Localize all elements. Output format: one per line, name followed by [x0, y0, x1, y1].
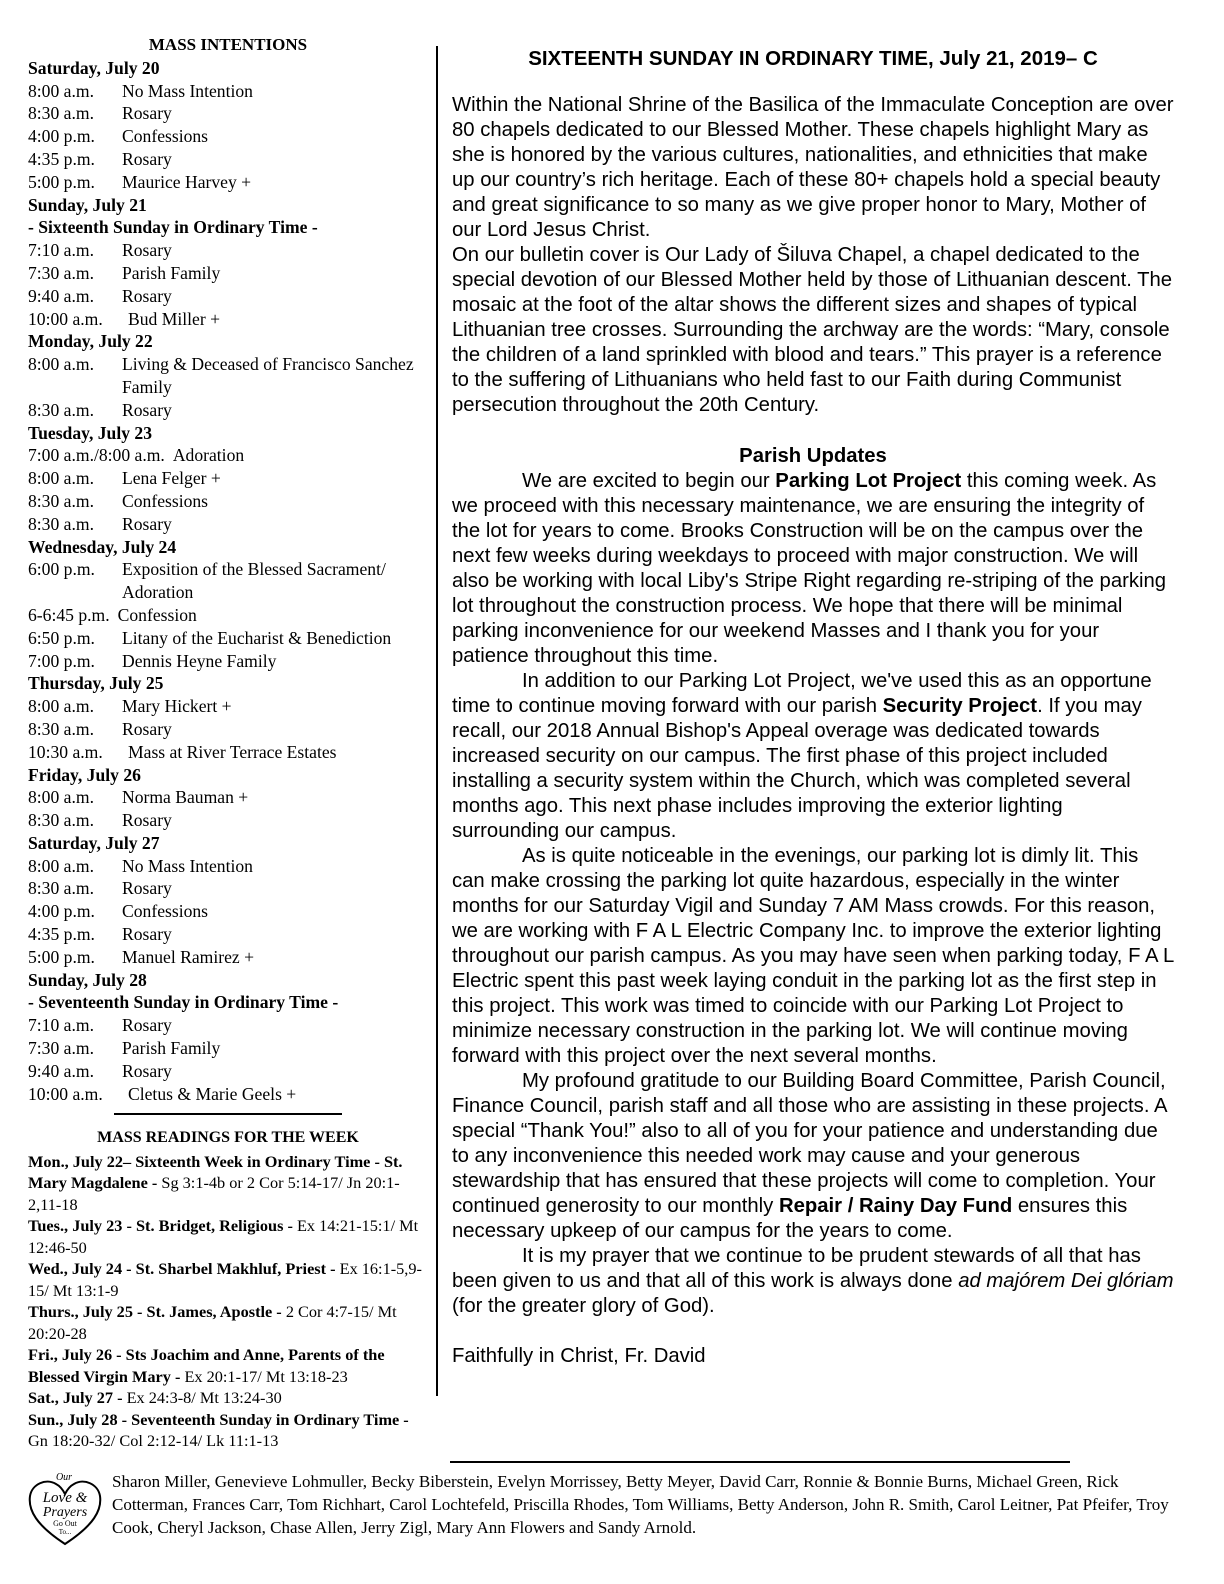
- intention-entry: [28, 513, 428, 536]
- mass-readings-list: [28, 1151, 428, 1452]
- day-heading: Sunday, July 28: [28, 969, 147, 990]
- intention-desc: Dennis Heyne Family: [122, 650, 277, 671]
- intention-desc: Rosary: [122, 103, 172, 124]
- paragraph-security: In addition to our Parking Lot Project, we've used this as an opportune time to continue moving forward with our parish Security Project. If you may recall, our 2018 Annual Bishop's Appeal overage was dedicated towards increased security on our campus. The first phase of this project included installing a security system within the Church, which was completed several months ago. This next phase includes improving the exterior lighting surrounding our campus.: [452, 670, 1152, 842]
- intention-time: 7:10 a.m.: [28, 1015, 94, 1036]
- intention-desc: Rosary: [122, 924, 172, 945]
- intention-entry: [28, 855, 428, 878]
- intention-time: 6-6:45 p.m.: [28, 604, 110, 625]
- intention-time: 4:00 p.m.: [28, 126, 95, 147]
- day-heading: Wednesday, July 24: [28, 536, 177, 557]
- intention-desc: Exposition of the Blessed Sacrament/ Adoration: [122, 559, 386, 603]
- intention-time: 7:00 p.m.: [28, 650, 95, 671]
- day-subheading: - Sixteenth Sunday in Ordinary Time -: [28, 217, 318, 238]
- love-and-prayers-logo: [26, 1470, 104, 1550]
- reading-item: [28, 1301, 428, 1344]
- intention-time: 8:30 a.m.: [28, 103, 94, 124]
- day-heading: Sunday, July 21: [28, 194, 147, 215]
- prayer-names: Sharon Miller, Genevieve Lohmuller, Becky Biberstein, Evelyn Morrissey, Betty Meyer, David Carr, Ronnie & Bonnie Burns, Michael Green, Rick Cotterman, Frances Carr, Tom Richhart, Carol Lochtefeld, Priscilla Rhodes, Tom Williams, Betty Anderson, John R. Smith, Carol Leitner, Pat Pfeifer, Troy Cook, Cheryl Jackson, Chase Allen, Jerry Zigl, Mary Ann Flowers and Sandy Arnold.: [112, 1472, 1169, 1537]
- paragraph-prayer: It is my prayer that we continue to be prudent stewards of all that has been given to us and that all of this work is always done ad majórem Dei glóriam (for the greater glory of God).: [452, 1245, 1174, 1317]
- article-column: [452, 46, 1174, 1369]
- intention-entry: [28, 1060, 428, 1083]
- bottom-divider: [450, 1461, 1070, 1463]
- intention-time: 8:00 a.m.: [28, 468, 94, 489]
- intention-time: 8:30 a.m.: [28, 399, 94, 420]
- intention-entry: [28, 125, 428, 148]
- intention-desc: No Mass Intention: [122, 855, 253, 876]
- day-subheading: - Seventeenth Sunday in Ordinary Time -: [28, 992, 339, 1013]
- intention-time: 8:00 a.m.: [28, 354, 94, 375]
- prayer-list: [26, 1470, 1176, 1550]
- intention-time: 8:30 a.m.: [28, 810, 94, 831]
- intention-entry: [28, 262, 428, 285]
- reading-citation: Ex 14:21-15:1/ Mt 12:46-50: [28, 1216, 419, 1257]
- intention-entry: [28, 308, 428, 331]
- logo-text: Go Out: [53, 1519, 77, 1528]
- reading-citation: Sg 3:1-4b or 2 Cor 5:14-17/ Jn 20:1-2,11-18: [28, 1173, 400, 1214]
- intention-time: 5:00 p.m.: [28, 946, 95, 967]
- mass-intentions-heading: MASS INTENTIONS: [148, 35, 308, 54]
- logo-text: Prayers: [42, 1505, 88, 1520]
- intention-entry: [28, 467, 428, 490]
- reading-citation: Ex 16:1-5,9-15/ Mt 13:1-9: [28, 1259, 422, 1300]
- reading-day: Thurs., July 25 - St. James, Apostle -: [28, 1302, 286, 1322]
- intention-time: 8:00 a.m.: [28, 696, 94, 717]
- intention-time: 9:40 a.m.: [28, 285, 94, 306]
- reading-day: Fri., July 26 - Sts Joachim and Anne, Parents of the Blessed Virgin Mary -: [28, 1345, 385, 1386]
- intention-time: 10:30 a.m.: [28, 741, 103, 762]
- reading-day: Mon., July 22– Sixteenth Week in Ordinary Time - St. Mary Magdalene -: [28, 1151, 403, 1193]
- intention-desc: Rosary: [122, 1015, 172, 1036]
- intention-desc: Living & Deceased of Francisco Sanchez Family: [122, 354, 414, 397]
- intention-entry: [28, 239, 428, 262]
- paragraph-lighting: As is quite noticeable in the evenings, our parking lot is dimly lit. This can make crossing the parking lot quite hazardous, especially in the winter months for our Saturday Vigil and Sunday 7 AM Mass crowds. For this reason, we are working with F A L Electric Company Inc. to improve the exterior lighting throughout our parish campus. As you may have seen when parking today, F A L Electric spent this past week laying conduit in the parking lot as the first step in this project. This work was timed to coincide with our Parking Lot Project to minimize necessary construction in the parking lot. We will continue moving forward with this project over the next several months.: [452, 845, 1174, 1067]
- intention-time: 10:00 a.m.: [28, 308, 103, 329]
- intention-time: 4:00 p.m.: [28, 901, 95, 922]
- intention-entry: [28, 353, 428, 399]
- intention-time: 10:00 a.m.: [28, 1083, 103, 1104]
- reading-item: [28, 1258, 428, 1301]
- intention-time: 5:00 p.m.: [28, 171, 95, 192]
- intention-desc: Confession: [117, 604, 197, 625]
- mass-intentions-list: [28, 57, 428, 1106]
- reading-day: Sun., July 28 - Seventeenth Sunday in Ordinary Time -: [28, 1409, 409, 1429]
- intention-entry: [28, 627, 428, 650]
- article-intro-cover: On our bulletin cover is Our Lady of Šiluva Chapel, a chapel dedicated to the special devotion of our Blessed Mother held by those of Lithuanian descent. The mosaic at the foot of the altar shows the different sizes and shapes of typical Lithuanian tree crosses. Surrounding the archway are the words: “Mary, console the children of a land sprinkled with blood and tears.” This prayer is a reference to the suffering of Lithuanians who held fast to our Faith during Communist persecution throughout the 20th Century.: [452, 244, 1173, 416]
- reading-citation: Ex 20:1-17/ Mt 13:18-23: [184, 1366, 348, 1386]
- intention-entry: [28, 80, 428, 103]
- reading-day: Wed., July 24 - St. Sharbel Makhluf, Priest -: [28, 1259, 340, 1279]
- intention-entry: [28, 171, 428, 194]
- article-title: SIXTEENTH SUNDAY IN ORDINARY TIME, July 21, 2019– C: [528, 47, 1098, 70]
- logo-text: Love &: [42, 1490, 88, 1506]
- intention-time: 8:00 a.m.: [28, 80, 94, 101]
- intention-entry: [28, 718, 428, 741]
- intention-desc: Bud Miller +: [128, 308, 221, 329]
- intention-desc: Rosary: [122, 240, 172, 261]
- intention-entry: [28, 877, 428, 900]
- intention-entry: [28, 490, 428, 513]
- day-heading: Friday, July 26: [28, 764, 141, 785]
- intention-time: 8:30 a.m.: [28, 490, 94, 511]
- intention-time: 7:30 a.m.: [28, 262, 94, 283]
- intention-entry: [28, 741, 428, 764]
- intention-desc: Rosary: [122, 1060, 172, 1081]
- intention-desc: Parish Family: [122, 262, 221, 283]
- intention-entry: [28, 1014, 428, 1037]
- paragraph-gratitude: My profound gratitude to our Building Board Committee, Parish Council, Finance Council, parish staff and all those who are assisting in these projects. A special “Thank You!” also to all of you for your patience and understanding due to any inconvenience this needed work may cause and your generous stewardship that has ensured that these projects will come to completion. Your continued generosity to our monthly Repair / Rainy Day Fund ensures this necessary upkeep of our campus for the years to come.: [452, 1070, 1167, 1242]
- intention-entry: [28, 148, 428, 171]
- intention-desc: Litany of the Eucharist & Benediction: [122, 627, 392, 648]
- intention-desc: Mass at River Terrace Estates: [128, 741, 337, 762]
- intention-time: 7:10 a.m.: [28, 240, 94, 261]
- intention-entry: [28, 1083, 428, 1106]
- mass-intentions-column: [28, 34, 428, 1452]
- intention-entry: [28, 809, 428, 832]
- intention-desc: Parish Family: [122, 1038, 221, 1059]
- intention-entry: [28, 558, 428, 604]
- intention-desc: Rosary: [122, 399, 172, 420]
- intention-entry: [28, 695, 428, 718]
- intention-desc: Confessions: [122, 901, 209, 922]
- reading-day: Tues., July 23 - St. Bridget, Religious -: [28, 1216, 297, 1236]
- intention-desc: Maurice Harvey +: [122, 171, 252, 192]
- reading-citation: Gn 18:20-32/ Col 2:12-14/ Lk 11:1-13: [28, 1431, 279, 1451]
- intention-entry: [28, 650, 428, 673]
- intention-desc: Rosary: [122, 878, 172, 899]
- intention-entry: [28, 444, 428, 467]
- intention-desc: Confessions: [122, 126, 209, 147]
- divider: [114, 1113, 342, 1115]
- intention-time: 4:35 p.m.: [28, 148, 95, 169]
- intention-time: 8:30 a.m.: [28, 513, 94, 534]
- intention-entry: [28, 604, 428, 627]
- intention-entry: [28, 1037, 428, 1060]
- intention-desc: Adoration: [172, 445, 245, 466]
- intention-time: 9:40 a.m.: [28, 1060, 94, 1081]
- reading-day: Sat., July 27 -: [28, 1388, 127, 1408]
- intention-desc: Confessions: [122, 490, 209, 511]
- intention-desc: Manuel Ramirez +: [122, 946, 255, 967]
- intention-time: 8:00 a.m.: [28, 855, 94, 876]
- intention-entry: [28, 285, 428, 308]
- day-heading: Tuesday, July 23: [28, 422, 153, 443]
- intention-desc: Rosary: [122, 148, 172, 169]
- mass-readings-section: [28, 1127, 428, 1452]
- column-divider: [436, 46, 438, 1396]
- signature: Faithfully in Christ, Fr. David: [452, 1345, 706, 1367]
- intention-desc: Rosary: [122, 513, 172, 534]
- intention-desc: Rosary: [122, 718, 172, 739]
- intention-desc: Rosary: [122, 810, 172, 831]
- intention-time: 8:30 a.m.: [28, 718, 94, 739]
- intention-desc: Lena Felger +: [122, 468, 221, 489]
- parish-updates-heading: Parish Updates: [739, 445, 887, 467]
- intention-entry: [28, 102, 428, 125]
- paragraph-parking-lot: We are excited to begin our Parking Lot Project this coming week. As we proceed with this necessary maintenance, we are ensuring the integrity of the lot for years to come. Brooks Construction will be on the campus over the next few weeks during weekdays to proceed with major construction. We will also be working with local Liby's Stripe Right regarding re-striping of the parking lot throughout the construction process. We hope that there will be minimal parking inconvenience for our weekend Masses and I thank you for your patience throughout this time.: [452, 470, 1167, 667]
- intention-time: 6:50 p.m.: [28, 627, 95, 648]
- logo-text: Our: [55, 1472, 73, 1483]
- intention-desc: Norma Bauman +: [122, 787, 249, 808]
- intention-time: 7:30 a.m.: [28, 1038, 94, 1059]
- reading-citation: 2 Cor 4:7-15/ Mt 20:20-28: [28, 1302, 397, 1343]
- reading-item: [28, 1409, 428, 1452]
- intention-entry: [28, 399, 428, 422]
- intention-time: 8:00 a.m.: [28, 787, 94, 808]
- intention-time: 6:00 p.m.: [28, 559, 95, 580]
- day-heading: Thursday, July 25: [28, 673, 164, 694]
- day-heading: Saturday, July 20: [28, 57, 160, 78]
- intention-time: 7:00 a.m./8:00 a.m.: [28, 445, 165, 466]
- intention-desc: No Mass Intention: [122, 80, 253, 101]
- reading-item: [28, 1151, 428, 1216]
- intention-entry: [28, 786, 428, 809]
- day-heading: Saturday, July 27: [28, 832, 160, 853]
- intention-desc: Cletus & Marie Geels +: [128, 1083, 297, 1104]
- intention-time: 4:35 p.m.: [28, 924, 95, 945]
- intention-entry: [28, 946, 428, 969]
- intention-entry: [28, 900, 428, 923]
- day-heading: Monday, July 22: [28, 331, 153, 352]
- mass-readings-heading: MASS READINGS FOR THE WEEK: [97, 1129, 359, 1147]
- article-intro: Within the National Shrine of the Basilica of the Immaculate Conception are over 80 chapels dedicated to our Blessed Mother. These chapels highlight Mary as she is honored by the various cultures, nationalities, and ethnicities that make up our country’s rich heritage. Each of these 80+ chapels hold a special beauty and great significance to so many as we give proper honor to Mary, Mother of our Lord Jesus Christ.: [452, 94, 1174, 241]
- intention-entry: [28, 923, 428, 946]
- reading-item: [28, 1344, 428, 1387]
- intention-time: 8:30 a.m.: [28, 878, 94, 899]
- reading-item: [28, 1387, 428, 1409]
- intention-desc: Mary Hickert +: [122, 696, 232, 717]
- reading-citation: Ex 24:3-8/ Mt 13:24-30: [126, 1388, 282, 1408]
- intention-desc: Rosary: [122, 285, 172, 306]
- reading-item: [28, 1215, 428, 1258]
- logo-text: To...: [58, 1528, 72, 1536]
